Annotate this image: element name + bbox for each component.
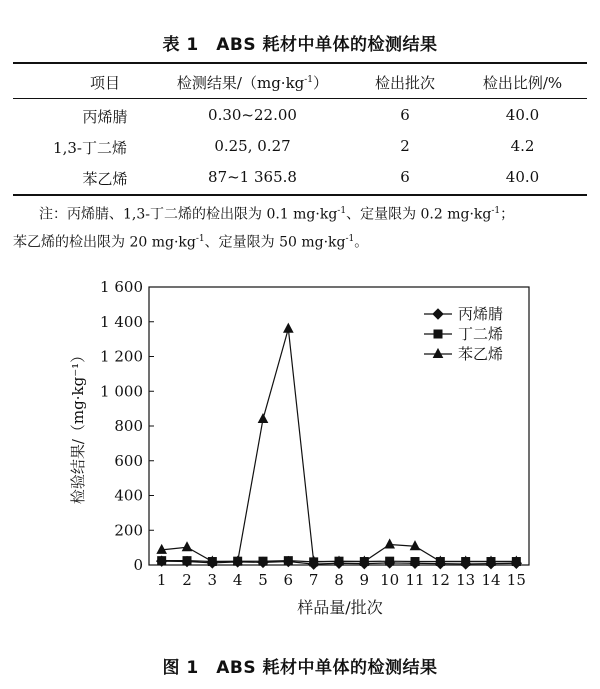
x-tick-label: 10 [380, 571, 400, 589]
table-bottom-rule [13, 194, 587, 196]
x-tick-label: 5 [258, 571, 268, 589]
data-point-square [183, 557, 191, 565]
table-top-rule [13, 62, 587, 64]
header-item: 项目 [89, 74, 120, 92]
y-axis [100, 278, 154, 574]
y-tick-label: 200 [114, 521, 143, 540]
y-tick-label: 1 400 [100, 312, 143, 331]
legend-label: 丁二烯 [458, 325, 504, 343]
y-tick-label: 400 [114, 486, 143, 505]
y-tick-label: 800 [114, 417, 143, 435]
x-tick-label: 8 [334, 571, 344, 589]
data-point-square [386, 557, 394, 565]
x-tick-label: 2 [182, 571, 192, 589]
y-axis-label: 检验结果/（mg·kg⁻¹） [69, 347, 87, 505]
row-2-item: 1,3-丁二烯 [53, 139, 127, 157]
figure-caption: 图 1 ABS 耗材中单体的检测结果 [162, 658, 438, 678]
table-caption: 表 1 ABS 耗材中单体的检测结果 [162, 35, 438, 55]
row-3-ratio: 40.0 [505, 168, 540, 186]
row-3-item: 苯乙烯 [82, 170, 128, 188]
x-tick-label: 4 [232, 571, 243, 589]
header-count: 检出批次 [374, 74, 435, 92]
x-tick-label: 14 [481, 571, 501, 589]
y-tick-label: 1 200 [100, 347, 143, 366]
y-tick-label: 1 600 [100, 278, 143, 296]
x-tick-label: 7 [308, 571, 319, 589]
row-1-item: 丙烯腈 [82, 108, 128, 126]
table-note: 注：丙烯腈、1,3-丁二烯的检出限为 0.1 $mg\cdot kg^{-1}$、定量限为 0.2 $mg\cdot kg^{-1}$； 苯乙烯的检出限为 20 $mg\cdot kg^{-1}$、定量限为 50 $mg\cdot kg^{-1}$。 [13, 206, 515, 251]
series-line [162, 329, 517, 562]
row-3-count: 6 [400, 168, 410, 186]
data-point-triangle [259, 414, 268, 423]
x-tick-label: 3 [207, 571, 218, 589]
data-point-square [284, 557, 292, 565]
row-2-count: 2 [400, 137, 410, 155]
legend-label: 丙烯腈 [458, 305, 504, 323]
data-point-triangle [385, 539, 394, 548]
y-tick-label: 0 [133, 556, 143, 574]
legend-marker-square [434, 330, 442, 338]
legend [424, 305, 503, 363]
x-tick-label: 12 [430, 571, 450, 589]
y-tick-label: 600 [114, 451, 143, 470]
row-2-result: 0.25, 0.27 [214, 137, 291, 155]
legend-label: 苯乙烯 [458, 345, 504, 363]
x-tick-label: 15 [506, 571, 526, 589]
table-header-rule [13, 98, 587, 99]
x-tick-label: 13 [456, 571, 476, 589]
data-point-square [259, 557, 267, 565]
legend-marker-triangle [434, 349, 443, 358]
x-tick-label: 1 [156, 571, 167, 589]
header-result: 检测结果$/(mg\cdot kg^{-1})$ [176, 74, 329, 92]
x-tick-label: 11 [405, 571, 425, 589]
line-chart [0, 270, 600, 630]
row-1-count: 6 [400, 106, 410, 124]
x-axis-label: 样品量/批次 [297, 598, 383, 617]
row-1-result: 0.30~22.00 [208, 106, 297, 124]
row-1-ratio: 40.0 [505, 106, 540, 124]
row-3-result: 87~1 365.8 [208, 168, 297, 186]
data-point-triangle [284, 324, 293, 333]
legend-marker-diamond [433, 309, 443, 319]
data-point-square [158, 557, 166, 565]
y-tick-label: 1 000 [100, 382, 143, 401]
x-tick-label: 6 [283, 571, 294, 589]
x-tick-label: 9 [359, 571, 370, 589]
data-point-square [411, 558, 419, 566]
data-point-triangle [183, 542, 192, 551]
row-2-ratio: 4.2 [510, 137, 535, 155]
header-ratio: 检出比例/% [482, 74, 563, 92]
